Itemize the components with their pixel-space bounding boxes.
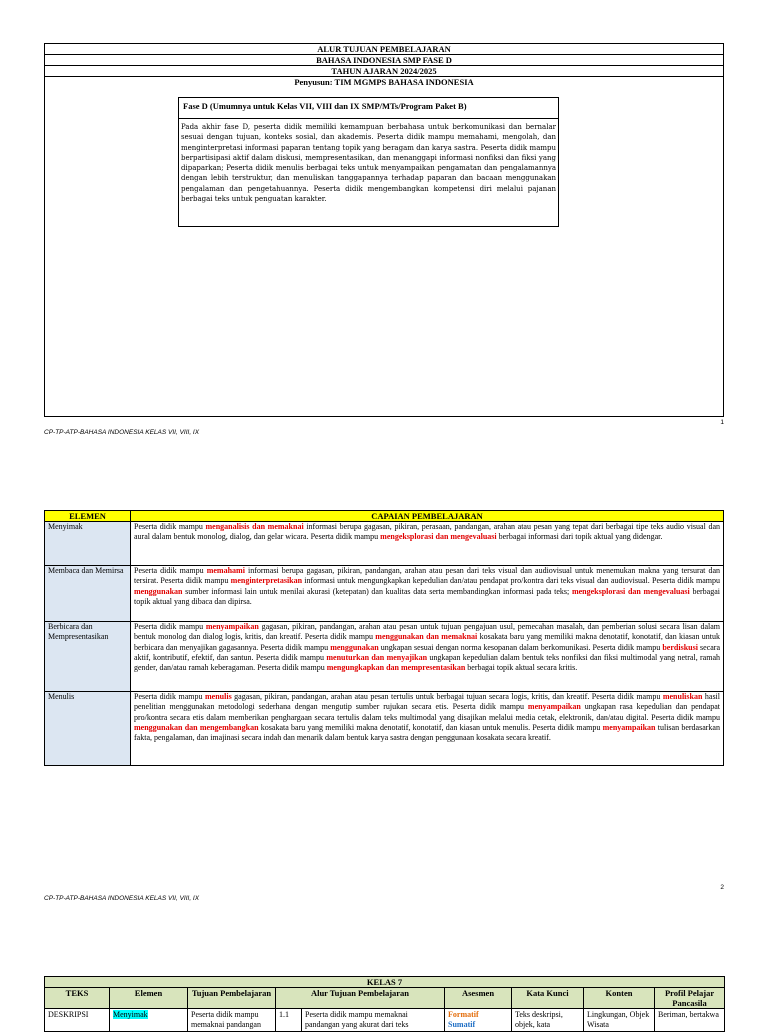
table-row [45,1009,725,1032]
highlighted-keyword: menggunakan [134,586,183,596]
highlighted-keyword: menggunakan dan mengembangkan [134,722,259,732]
table-row [45,622,724,692]
capaian-table [44,510,724,766]
kelas-title: KELAS 7 [45,977,725,988]
fase-description: Pada akhir fase D, peserta didik memiliki kemampuan berbahasa untuk berkomunikasi dan bernalar sesuai dengan tujuan, konteks sosial, dan akademis. Peserta didik mampu memahami, mengolah, dan menginterpretasi informasi paparan tentang topik yang beragam dan karya sastra. Peserta didik mampu berpartisipasi aktif dalam diskusi, mempresentasikan, dan menanggapi informasi nonfiksi dan fiksi yang dipaparkan; Peserta didik menulis berbagai teks untuk menyampaikan pengamatan dan pengalamannya dengan lebih terstruktur, dan menuliskan tanggapannya terhadap paparan dan bacaan menggunakan pengalaman dan pengetahuannya. Peserta didik mengembangkan kompetensi diri melalui pajanan berbagai teks untuk penguatan karakter. [181,123,556,204]
table-row [45,566,724,622]
doc-author: Penyusun: TIM MGMPS BAHASA INDONESIA [294,77,474,87]
highlighted-keyword: menyampaikan [205,622,259,631]
cell-konten: Lingkungan, Objek Wisata [584,1009,655,1032]
cell-elemen [110,1009,188,1032]
kelas7-table [44,976,725,1032]
highlighted-keyword: memahami [206,566,245,575]
capaian-text: hasil penelitian menggunakan metodologi sederhana dengan mengutip sumber rujukan secara etis. Peserta didik mampu [134,692,721,712]
highlighted-keyword: menuturkan dan menyajikan [326,652,428,662]
cell-kata-kunci: Teks deskripsi, objek, kata [512,1009,584,1032]
capaian-text: informasi untuk mengungkapkan kepedulian dan/atau pendapat pro/kontra dari teks visual dan audiovisual. Peserta didik mampu [302,576,720,586]
cell-teks: DESKRIPSI [45,1009,110,1032]
capaian-text: sumber informasi lain untuk menilai akurasi (ketepatan) dan kualitas data serta membandingkan informasi pada teks; [182,586,572,596]
highlighted-keyword: menyampaikan [527,702,581,712]
capaian-text: kosakata baru yang memiliki makna denotatif, konotatif, dan kiasan untuk menulis. Peserta didik mampu [258,722,603,732]
column-header-konten: Konten [584,988,655,1009]
asesmen-sumatif: Sumatif [448,1020,476,1029]
table-row [45,522,724,566]
cell-capaian [131,622,724,692]
column-header-asesmen: Asesmen [445,988,512,1009]
elemen-highlight: Menyimak [113,1010,148,1019]
column-header-kata-kunci: Kata Kunci [512,988,584,1009]
highlighted-keyword: berdiskusi [662,642,698,652]
highlighted-keyword: menginterpretasikan [230,576,303,586]
cell-atp-number: 1.1 [276,1009,302,1032]
highlighted-keyword: menulis [205,692,232,701]
highlighted-keyword: menggunakan [330,642,379,652]
capaian-text: berbagai topik aktual yang dibaca dan dipirsa. [134,586,720,606]
capaian-text: ungkapan kepedulian dalam bentuk teks nonfiksi dan fiksi multimodal yang netral, ramah gender, dan/atau ramah keberagaman. Peserta didik mampu [134,652,721,673]
capaian-text: informasi berupa gagasan, pikiran, pandangan, arahan atau pesan dari teks visual dan audiovisual untuk menemukan makna yang tersurat dan tersirat. Peserta didik mampu [134,566,720,586]
cell-atp: Peserta didik mampu memaknai pandangan yang akurat dari teks [302,1009,445,1032]
page-number: 2 [720,884,724,891]
table-row [45,692,724,766]
highlighted-keyword: menganalisis dan memaknai [205,522,304,531]
cell-profil: Beriman, bertakwa [655,1009,725,1032]
cell-asesmen [445,1009,512,1032]
capaian-text: Peserta didik mampu [134,522,206,531]
capaian-text: gagasan, pikiran, pandangan, arahan atau pesan tertulis untuk berbagai tujuan secara logis, kritis, dan kreatif. Peserta didik mampu [231,692,663,701]
fase-heading: Fase D (Umumnya untuk Kelas VII, VIII dan IX SMP/MTs/Program Paket B) [179,98,558,119]
page-footer: CP-TP-ATP-BAHASA INDONESIA KELAS VII, VIII, IX [44,429,200,436]
capaian-text: kosakata baru yang memiliki makna denotatif, konotatif, dan kiasan untuk berbicara dan menyajikan gagasannya. Peserta didik mampu [134,632,721,652]
highlighted-keyword: menyampaikan [602,722,656,732]
capaian-text: berbagai topik aktual secara kritis. [465,663,578,673]
cell-capaian [131,566,724,622]
column-header-capaian: CAPAIAN PEMBELAJARAN [131,511,724,522]
highlighted-keyword: menuliskan [662,692,703,701]
fase-d-box [178,97,559,227]
capaian-text: gagasan, pikiran, pandangan, arahan atau pesan untuk tujuan pengajuan usul, pemecahan masalah, dan pemberian solusi secara lisan dalam bentuk monolog dan dialog logis, kritis, dan kreatif. Peserta didik mampu [134,622,721,642]
highlighted-keyword: mengungkapkan dan mempresentasikan [326,663,466,673]
cell-capaian [131,522,724,566]
capaian-text: Peserta didik mampu [134,622,206,631]
capaian-text: ungkapan sesuai dengan norma kesopanan dalam berkomunikasi. Peserta didik mampu [378,642,663,652]
cell-elemen: Berbicara dan Mempresentasikan [45,622,131,692]
column-header-tujuan: Tujuan Pembelajaran [188,988,276,1009]
cell-elemen: Menulis [45,692,131,766]
column-header-elemen: ELEMEN [45,511,131,522]
cell-capaian [131,692,724,766]
cell-elemen: Menyimak [45,522,131,566]
cell-tujuan: Peserta didik mampu memaknai pandangan [188,1009,276,1032]
cell-elemen: Membaca dan Memirsa [45,566,131,622]
capaian-text: ungkapan rasa kepedulian dan pendapat pro/kontra secara etis dalam memberikan penghargaan secara tertulis dalam teks multimodal yang disajikan melalui media cetak, elektronik, dan/atau digital. Peserta didik mampu [134,702,720,722]
column-header-elemen: Elemen [110,988,188,1009]
doc-subject: BAHASA INDONESIA SMP FASE D [45,55,723,66]
doc-title: ALUR TUJUAN PEMBELAJARAN [45,44,723,55]
highlighted-keyword: mengeksplorasi dan mengevaluasi [571,586,690,596]
capaian-text: Peserta didik mampu [134,692,206,701]
page-number: 1 [720,419,724,426]
capaian-text: tulisan berdasarkan fakta, pengalaman, dan imajinasi secara indah dan menarik dalam bentuk karya sastra dengan penggunaan kosakata secara kreatif. [134,722,720,743]
asesmen-formatif: Formatif [448,1010,479,1019]
highlighted-keyword: mengeksplorasi dan mengevaluasi [380,532,497,542]
doc-year: TAHUN AJARAN 2024/2025 [45,66,723,77]
capaian-text: berbagai informasi dari topik aktual yang didengar. [496,532,663,542]
capaian-text: informasi berupa gagasan, pikiran, perasaan, pandangan, arahan atau pesan yang tepat dari berbagai tipe teks audio visual dan aural dalam bentuk monolog, dialog, dan gelar wicara. Peserta didik mampu [134,522,721,542]
column-header-atp: Alur Tujuan Pembelajaran [276,988,445,1009]
capaian-text: secara aktif, kontributif, efektif, dan santun. Peserta didik mampu [134,642,721,662]
highlighted-keyword: menggunakan dan memaknai [375,632,478,642]
page-footer: CP-TP-ATP-BAHASA INDONESIA KELAS VII, VIII, IX [44,895,200,902]
column-header-profil: Profil Pelajar Pancasila [655,988,725,1009]
column-header-teks: TEKS [45,988,110,1009]
capaian-text: Peserta didik mampu [134,566,207,575]
